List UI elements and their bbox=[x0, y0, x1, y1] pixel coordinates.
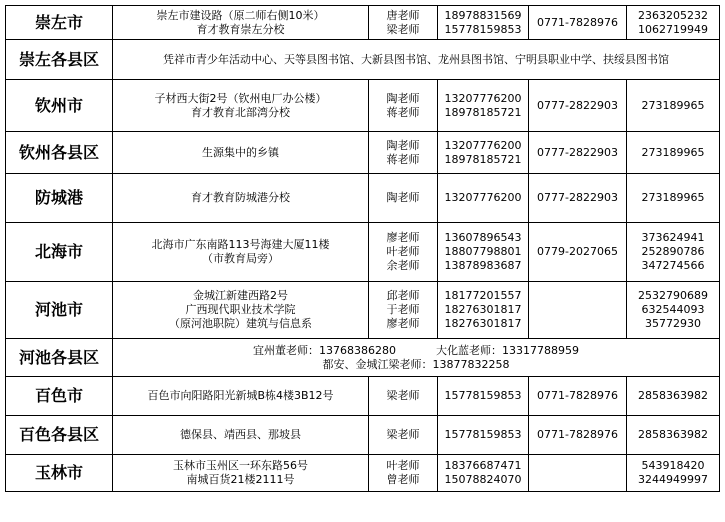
city-cell: 崇左各县区 bbox=[6, 40, 113, 80]
qq-cell bbox=[627, 416, 720, 455]
address-cell bbox=[113, 416, 369, 455]
qq-cell-line: 2858363982 bbox=[638, 389, 708, 402]
teacher-cell-line: 邱老师 bbox=[386, 289, 420, 302]
mobile-cell-line: 18276301817 bbox=[444, 317, 522, 330]
mobile-cell-line: 18177201557 bbox=[444, 289, 522, 302]
city-cell: 崇左市 bbox=[6, 6, 113, 40]
address-cell-line: 育才教育北部湾分校 bbox=[191, 105, 290, 119]
qq-cell bbox=[627, 6, 720, 40]
mobile-cell-line: 15778159853 bbox=[444, 428, 522, 441]
table-row bbox=[6, 80, 720, 132]
qq-cell bbox=[627, 132, 720, 174]
city-cell: 百色各县区 bbox=[6, 416, 113, 455]
table-row bbox=[6, 174, 720, 223]
mobile-cell-line: 15778159853 bbox=[444, 389, 522, 402]
city-cell: 玉林市 bbox=[6, 455, 113, 492]
mobile-cell bbox=[438, 132, 529, 174]
mobile-cell bbox=[438, 282, 529, 339]
county-note-text: 都安、金城江梁老师：13877832258 bbox=[322, 357, 510, 371]
mobile-cell-line: 18807798801 bbox=[444, 245, 522, 258]
county-note-text: 大化蓝老师：13317788959 bbox=[436, 343, 579, 357]
mobile-cell-line: 13207776200 bbox=[444, 191, 522, 204]
qq-cell-line: 273189965 bbox=[641, 145, 705, 159]
qq-cell-line: 632544093 bbox=[641, 303, 705, 316]
teacher-cell-line: 于老师 bbox=[386, 303, 420, 316]
mobile-cell bbox=[438, 416, 529, 455]
address-cell-line: 百色市向阳路阳光新城B栋4楼3B12号 bbox=[147, 389, 334, 402]
mobile-cell-line: 15778159853 bbox=[444, 22, 522, 36]
city-cell: 北海市 bbox=[6, 223, 113, 282]
teacher-cell-line: 叶老师 bbox=[386, 459, 420, 472]
teacher-cell bbox=[369, 455, 438, 492]
teacher-cell bbox=[369, 80, 438, 132]
address-cell-line: 育才教育防城港分校 bbox=[191, 191, 290, 204]
mobile-cell bbox=[438, 80, 529, 132]
table-row bbox=[6, 416, 720, 455]
qq-cell-line: 347274566 bbox=[641, 259, 705, 272]
qq-cell-line: 2532790689 bbox=[638, 289, 708, 302]
county-note-line bbox=[115, 358, 717, 372]
teacher-cell-line: 蒋老师 bbox=[386, 152, 420, 166]
qq-cell bbox=[627, 80, 720, 132]
table-row bbox=[6, 282, 720, 339]
city-cell: 河池各县区 bbox=[6, 339, 113, 377]
qq-cell bbox=[627, 377, 720, 416]
landline-cell: 0771-7828976 bbox=[529, 377, 627, 416]
teacher-cell-line: 廖老师 bbox=[386, 231, 420, 244]
teacher-cell bbox=[369, 132, 438, 174]
address-cell bbox=[113, 132, 369, 174]
address-cell bbox=[113, 6, 369, 40]
address-cell-line: 生源集中的乡镇 bbox=[202, 145, 279, 159]
county-note-line bbox=[115, 344, 717, 358]
county-note bbox=[113, 339, 720, 377]
qq-cell-line: 273189965 bbox=[641, 98, 705, 112]
table-row bbox=[6, 377, 720, 416]
mobile-cell-line: 13207776200 bbox=[444, 91, 522, 105]
teacher-cell bbox=[369, 6, 438, 40]
landline-cell: 0779-2027065 bbox=[529, 223, 627, 282]
address-cell bbox=[113, 377, 369, 416]
address-cell bbox=[113, 80, 369, 132]
address-cell-line: （原河池职院）建筑与信息系 bbox=[169, 317, 312, 330]
qq-cell-line: 273189965 bbox=[641, 191, 705, 204]
qq-cell bbox=[627, 174, 720, 223]
mobile-cell bbox=[438, 377, 529, 416]
qq-cell-line: 1062719949 bbox=[638, 22, 708, 36]
county-note: 凭祥市青少年活动中心、天等县图书馆、大新县图书馆、龙州县图书馆、宁明县职业中学、扶绥县图书馆 bbox=[113, 40, 720, 80]
qq-cell-line: 35772930 bbox=[645, 317, 701, 330]
city-cell: 钦州各县区 bbox=[6, 132, 113, 174]
mobile-cell-line: 18978185721 bbox=[444, 152, 522, 166]
address-cell-line: 北海市广东南路113号海建大厦11楼 bbox=[151, 238, 330, 251]
address-cell-line: （市教育局旁） bbox=[202, 252, 279, 265]
landline-cell: 0777-2822903 bbox=[529, 132, 627, 174]
qq-cell bbox=[627, 455, 720, 492]
mobile-cell bbox=[438, 223, 529, 282]
teacher-cell-line: 陶老师 bbox=[386, 138, 420, 152]
mobile-cell-line: 13207776200 bbox=[444, 138, 522, 152]
address-cell-line: 德保县、靖西县、那坡县 bbox=[180, 428, 301, 441]
address-cell-line: 崇左市建设路（原二师右侧10米） bbox=[156, 8, 325, 22]
teacher-cell bbox=[369, 223, 438, 282]
table-row bbox=[6, 223, 720, 282]
teacher-cell-line: 梁老师 bbox=[386, 428, 420, 441]
qq-cell-line: 2858363982 bbox=[638, 428, 708, 441]
landline-cell: 0771-7828976 bbox=[529, 416, 627, 455]
teacher-cell bbox=[369, 174, 438, 223]
mobile-cell-line: 18376687471 bbox=[444, 459, 522, 472]
mobile-cell bbox=[438, 174, 529, 223]
teacher-cell-line: 梁老师 bbox=[386, 389, 420, 402]
address-cell-line: 金城江新建西路2号 bbox=[193, 289, 288, 302]
qq-cell-line: 3244949997 bbox=[638, 473, 708, 486]
address-cell-line: 子材西大街2号（钦州电厂办公楼） bbox=[154, 91, 327, 105]
teacher-cell-line: 梁老师 bbox=[386, 22, 420, 36]
table-row bbox=[6, 339, 720, 377]
landline-cell bbox=[529, 282, 627, 339]
address-cell-line: 育才教育崇左分校 bbox=[196, 22, 285, 36]
mobile-cell-line: 15078824070 bbox=[444, 473, 522, 486]
qq-cell bbox=[627, 223, 720, 282]
address-cell-line: 南城百货21楼2111号 bbox=[186, 473, 295, 486]
teacher-cell-line: 唐老师 bbox=[386, 8, 420, 22]
mobile-cell-line: 18276301817 bbox=[444, 303, 522, 316]
county-note-text: 宜州董老师：13768386280 bbox=[253, 343, 396, 357]
teacher-cell-line: 曾老师 bbox=[386, 473, 420, 486]
table-row bbox=[6, 40, 720, 80]
city-cell: 防城港 bbox=[6, 174, 113, 223]
address-cell bbox=[113, 455, 369, 492]
city-cell: 百色市 bbox=[6, 377, 113, 416]
qq-cell-line: 373624941 bbox=[641, 231, 705, 244]
address-cell bbox=[113, 223, 369, 282]
mobile-cell bbox=[438, 455, 529, 492]
address-cell-line: 玉林市玉州区一环东路56号 bbox=[173, 459, 308, 472]
landline-cell: 0777-2822903 bbox=[529, 80, 627, 132]
address-cell bbox=[113, 174, 369, 223]
mobile-cell-line: 13607896543 bbox=[444, 231, 522, 244]
qq-cell-line: 252890786 bbox=[641, 245, 705, 258]
address-cell-line: 广西现代职业技术学院 bbox=[185, 303, 296, 316]
landline-cell: 0771-7828976 bbox=[529, 6, 627, 40]
table-row bbox=[6, 6, 720, 40]
landline-cell bbox=[529, 455, 627, 492]
teacher-cell-line: 蒋老师 bbox=[386, 105, 420, 119]
teacher-cell-line: 陶老师 bbox=[386, 91, 420, 105]
qq-cell-line: 2363205232 bbox=[638, 8, 708, 22]
teacher-cell bbox=[369, 416, 438, 455]
teacher-cell-line: 陶老师 bbox=[386, 191, 420, 204]
teacher-cell-line: 廖老师 bbox=[386, 317, 420, 330]
qq-cell bbox=[627, 282, 720, 339]
table-row bbox=[6, 132, 720, 174]
table-row bbox=[6, 455, 720, 492]
teacher-cell-line: 余老师 bbox=[386, 259, 420, 272]
mobile-cell-line: 18978831569 bbox=[444, 8, 522, 22]
contact-table bbox=[5, 5, 720, 492]
teacher-cell-line: 叶老师 bbox=[386, 245, 420, 258]
city-cell: 钦州市 bbox=[6, 80, 113, 132]
landline-cell: 0777-2822903 bbox=[529, 174, 627, 223]
address-cell bbox=[113, 282, 369, 339]
teacher-cell bbox=[369, 377, 438, 416]
mobile-cell-line: 13878983687 bbox=[444, 259, 522, 272]
mobile-cell-line: 18978185721 bbox=[444, 105, 522, 119]
city-cell: 河池市 bbox=[6, 282, 113, 339]
qq-cell-line: 543918420 bbox=[641, 459, 705, 472]
teacher-cell bbox=[369, 282, 438, 339]
mobile-cell bbox=[438, 6, 529, 40]
